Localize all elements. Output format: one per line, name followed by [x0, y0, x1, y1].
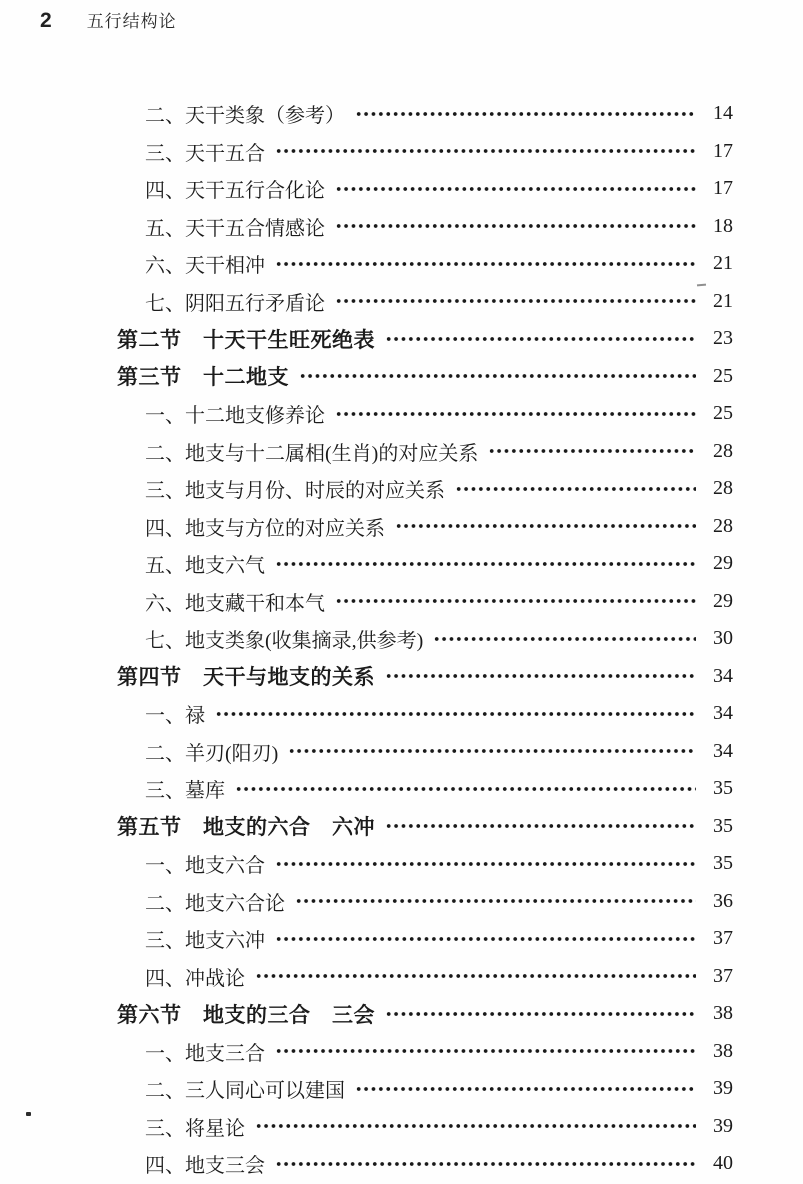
toc-leader-dots [275, 554, 696, 574]
toc-leader-dots [275, 141, 696, 161]
toc-entry-title: 三、天干五合 [145, 142, 265, 165]
toc-entry-title: 二、天干类象（参考） [145, 105, 345, 128]
toc-entry-page: 21 [713, 252, 733, 275]
toc-entry-page: 34 [713, 739, 733, 762]
toc-entry-page: 29 [713, 552, 733, 575]
toc-entry [117, 320, 733, 358]
toc-entry [117, 1145, 733, 1183]
toc-entry-page: 35 [713, 777, 733, 800]
toc-entry [117, 95, 733, 133]
toc-entry [117, 995, 733, 1033]
toc-entry [117, 395, 733, 433]
toc-leader-dots [385, 816, 696, 836]
toc-leader-dots [275, 254, 696, 274]
toc-list [117, 95, 733, 1183]
toc-entry [117, 283, 733, 321]
toc-leader-dots [335, 291, 696, 311]
toc-entry [117, 695, 733, 733]
toc-entry-title: 第三节 十二地支 [117, 365, 289, 390]
toc-entry-title: 二、三人同心可以建国 [145, 1080, 345, 1103]
toc-entry-title: 二、地支与十二属相(生肖)的对应关系 [145, 442, 479, 465]
page-number: 2 [40, 9, 52, 32]
toc-entry-title: 四、冲战论 [145, 967, 245, 990]
toc-entry [117, 845, 733, 883]
toc-leader-dots [433, 629, 696, 649]
toc-entry [117, 508, 733, 546]
toc-entry [117, 808, 733, 846]
toc-entry [117, 208, 733, 246]
toc-entry-title: 四、地支三会 [145, 1155, 265, 1178]
toc-entry [117, 620, 733, 658]
scan-artifact-speck [26, 1112, 31, 1116]
running-title: 五行结构论 [86, 12, 177, 31]
toc-entry-title: 四、地支与方位的对应关系 [145, 517, 385, 540]
toc-entry-page: 17 [713, 177, 733, 200]
toc-leader-dots [355, 1079, 696, 1099]
toc-entry-title: 第二节 十天干生旺死绝表 [117, 327, 375, 352]
toc-entry [117, 1070, 733, 1108]
toc-leader-dots [395, 516, 696, 536]
toc-entry-page: 38 [713, 1002, 733, 1025]
toc-entry-title: 四、天干五行合化论 [145, 180, 325, 203]
toc-entry [117, 733, 733, 771]
toc-leader-dots [335, 216, 696, 236]
toc-leader-dots [275, 1041, 696, 1061]
toc-entry [117, 545, 733, 583]
toc-entry-page: 34 [713, 702, 733, 725]
toc-entry [117, 170, 733, 208]
toc-entry [117, 1033, 733, 1071]
toc-entry-title: 六、地支藏干和本气 [145, 592, 325, 615]
toc-entry-page: 18 [713, 214, 733, 237]
toc-entry-page: 23 [713, 327, 733, 350]
toc-leader-dots [295, 891, 696, 911]
toc-entry-title: 三、地支与月份、时辰的对应关系 [145, 480, 445, 503]
toc-leader-dots [275, 854, 696, 874]
toc-entry-title: 第六节 地支的三合 三会 [117, 1002, 375, 1027]
toc-entry-title: 六、天干相冲 [145, 255, 265, 278]
toc-leader-dots [275, 929, 696, 949]
toc-entry-title: 一、十二地支修养论 [145, 405, 325, 428]
toc-entry-page: 29 [713, 589, 733, 612]
toc-entry-title: 三、将星论 [145, 1117, 245, 1140]
page-header [40, 7, 177, 33]
toc-entry-page: 21 [713, 289, 733, 312]
toc-entry-page: 37 [713, 927, 733, 950]
toc-entry [117, 958, 733, 996]
toc-entry-page: 36 [713, 889, 733, 912]
toc-entry-page: 28 [713, 514, 733, 537]
toc-entry-page: 37 [713, 964, 733, 987]
toc-entry-title: 一、地支六合 [145, 855, 265, 878]
toc-leader-dots [335, 179, 696, 199]
toc-leader-dots [335, 404, 696, 424]
toc-entry [117, 920, 733, 958]
toc-leader-dots [215, 704, 696, 724]
toc-entry-page: 28 [713, 477, 733, 500]
toc-entry-page: 38 [713, 1039, 733, 1062]
toc-entry [117, 433, 733, 471]
toc-leader-dots [455, 479, 696, 499]
toc-leader-dots [275, 1154, 696, 1174]
toc-entry [117, 1108, 733, 1146]
toc-entry [117, 583, 733, 621]
toc-entry-page: 25 [713, 402, 733, 425]
toc-entry-title: 第四节 天干与地支的关系 [117, 665, 375, 690]
toc-entry-page: 25 [713, 364, 733, 387]
toc-leader-dots [255, 1116, 696, 1136]
toc-leader-dots [488, 441, 696, 461]
toc-entry [117, 470, 733, 508]
toc-entry-title: 五、地支六气 [145, 555, 265, 578]
toc-leader-dots [385, 329, 696, 349]
toc-entry [117, 245, 733, 283]
toc-entry-page: 17 [713, 139, 733, 162]
toc-entry-page: 28 [713, 439, 733, 462]
toc-entry-page: 39 [713, 1114, 733, 1137]
toc-entry [117, 358, 733, 396]
toc-entry-title: 第五节 地支的六合 六冲 [117, 815, 375, 840]
toc-entry-title: 七、地支类象(收集摘录,供参考) [145, 630, 424, 653]
toc-entry-title: 二、羊刃(阳刃) [145, 742, 279, 765]
toc-leader-dots [255, 966, 696, 986]
toc-entry [117, 883, 733, 921]
toc-entry-page: 30 [713, 627, 733, 650]
toc-entry-page: 14 [713, 102, 733, 125]
toc-entry-title: 五、天干五合情感论 [145, 217, 325, 240]
toc-entry-page: 40 [713, 1152, 733, 1175]
toc-leader-dots [288, 741, 696, 761]
toc-entry [117, 133, 733, 171]
toc-entry [117, 770, 733, 808]
toc-leader-dots [235, 779, 696, 799]
toc-entry-title: 七、阴阳五行矛盾论 [145, 292, 325, 315]
toc-entry-page: 34 [713, 664, 733, 687]
toc-leader-dots [355, 104, 696, 124]
toc-entry-title: 二、地支六合论 [145, 892, 285, 915]
toc-entry [117, 658, 733, 696]
toc-leader-dots [299, 366, 696, 386]
toc-entry-page: 35 [713, 814, 733, 837]
toc-leader-dots [335, 591, 696, 611]
toc-entry-title: 一、禄 [145, 705, 205, 728]
toc-leader-dots [385, 666, 696, 686]
toc-entry-page: 35 [713, 852, 733, 875]
toc-leader-dots [385, 1004, 696, 1024]
toc-entry-page: 39 [713, 1077, 733, 1100]
toc-entry-title: 三、墓库 [145, 780, 225, 803]
toc-entry-title: 一、地支三合 [145, 1042, 265, 1065]
toc-entry-title: 三、地支六冲 [145, 930, 265, 953]
